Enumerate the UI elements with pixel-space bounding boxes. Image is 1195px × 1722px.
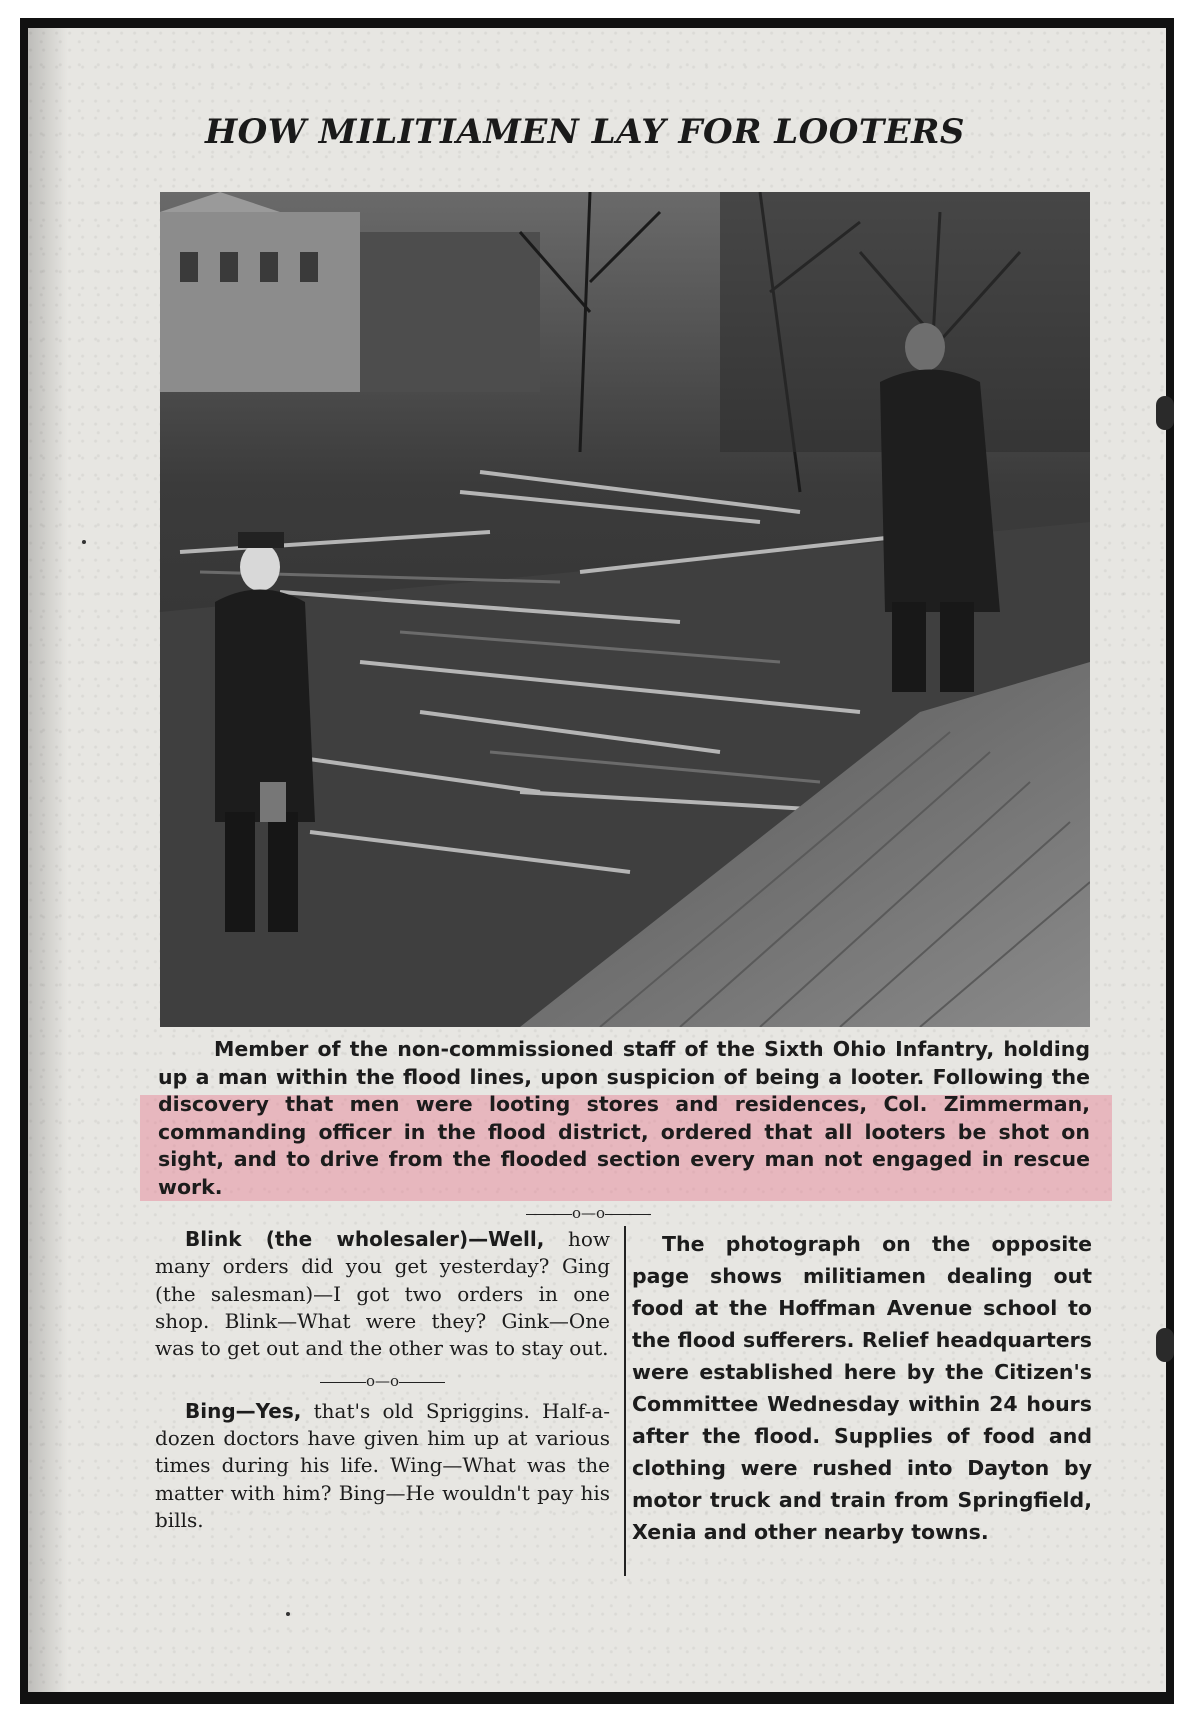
right-column <box>632 1228 1092 1548</box>
separator-label: o—o <box>572 1204 606 1222</box>
column-rule <box>624 1226 626 1576</box>
separator <box>155 1368 610 1395</box>
joke-1-speaker: Blink (the wholesaler)—Well, <box>185 1227 545 1251</box>
joke-2 <box>155 1398 610 1534</box>
house-shape <box>160 212 360 392</box>
joke-2-speaker: Bing—Yes, <box>185 1398 302 1423</box>
page-edge-shadow <box>28 28 68 1692</box>
headline: HOW MILITIAMEN LAY FOR LOOTERS <box>205 112 965 152</box>
print-speck <box>286 1612 290 1616</box>
photo-image <box>160 192 1090 1027</box>
right-column-text: The photograph on the opposite page shows militiamen dealing out food at the Hoffman Avenue school to the flood sufferers. Relief headquarters were established here by the Citizen's Committee Wednesday within 24 hours after the flood. Supplies of food and clothing were rushed into Dayton by motor truck and train from Springfield, Xenia and other nearby towns. <box>632 1232 1092 1544</box>
joke-1 <box>155 1226 610 1362</box>
separator-label: o—o <box>365 1372 400 1391</box>
flood-wreckage-photo <box>160 192 1090 1027</box>
separator <box>526 1204 651 1222</box>
caption-text: Member of the non-commissioned staff of the Sixth Ohio Infantry, holding up a man within the flood lines, upon suspicion of being a looter. Following the discovery that men were looting stores and residences, Col. Zimmerman, commanding officer in the flood district, ordered that all looters be shot on sight, and to drive from the flooded section every man not engaged in rescue work. <box>158 1037 1090 1199</box>
left-column <box>155 1226 610 1534</box>
print-speck <box>82 540 86 544</box>
binding-hole <box>1156 396 1174 430</box>
joke-2-text: that's old Spriggins. Half-a-dozen doctors have given him up at various times during his life. Wing—What was the matter with him? Bing—He wouldn't pay his bills. <box>155 1398 610 1532</box>
joke-1-text: how many orders did you get yesterday? Ging (the salesman)—I got two orders in one shop. Blink—What were they? Gink—One was to get out and the other was to stay out. <box>155 1227 610 1361</box>
photo-caption <box>158 1036 1090 1201</box>
binding-hole <box>1156 1328 1174 1362</box>
